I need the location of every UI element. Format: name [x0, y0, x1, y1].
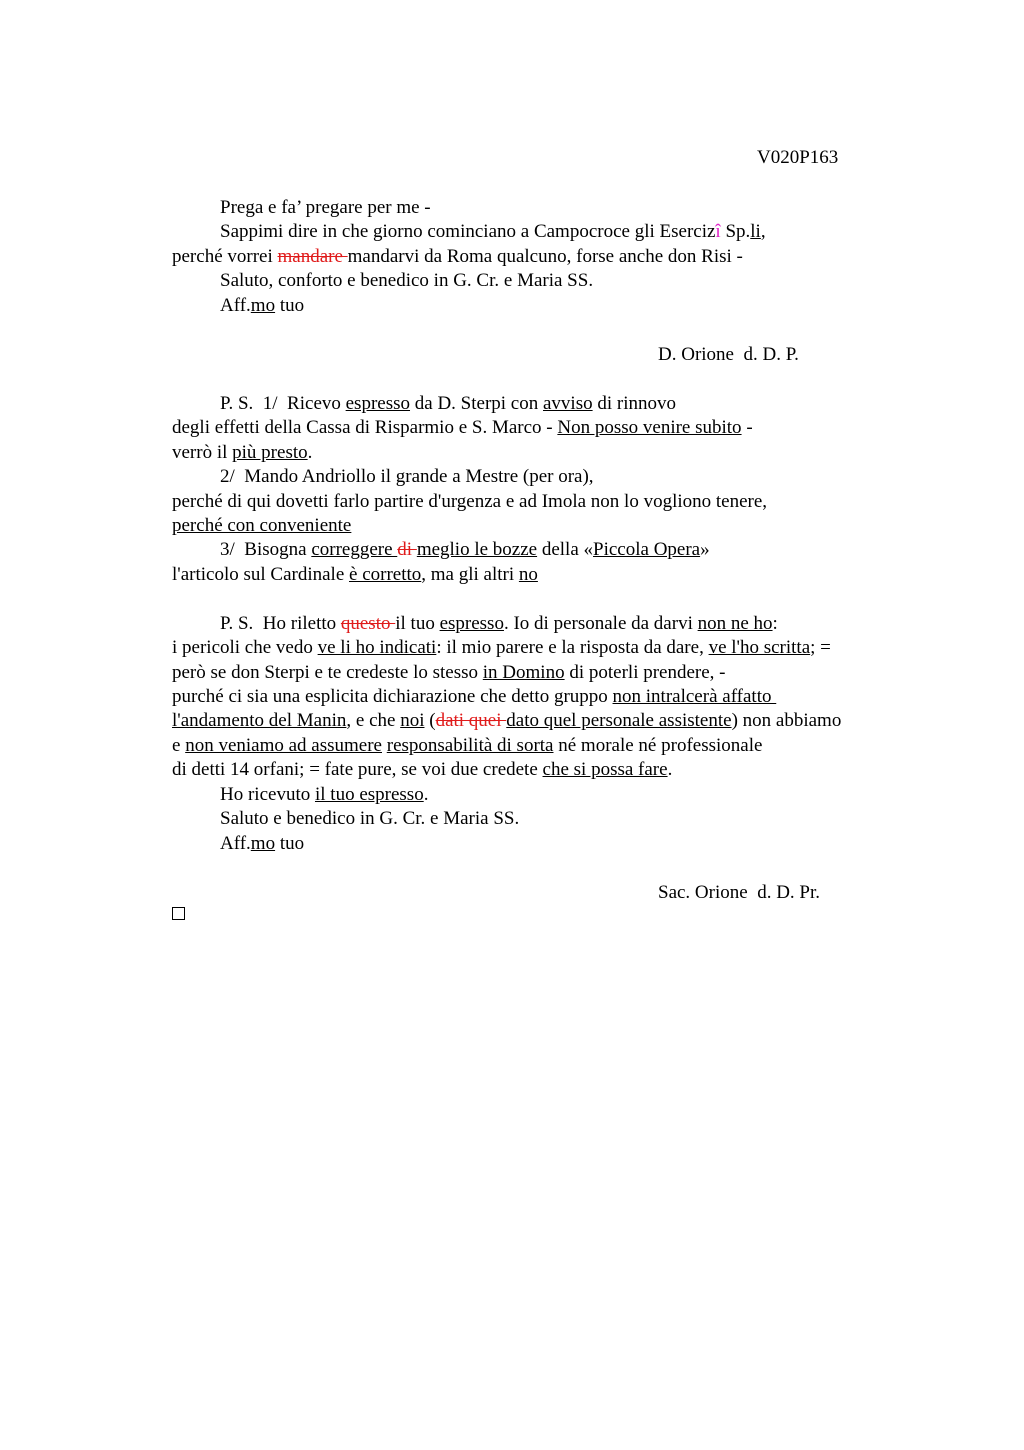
- text-segment: il tuo: [395, 613, 440, 634]
- text-line: [220, 220, 766, 244]
- underlined-text: no: [518, 564, 538, 585]
- accent-character: î: [715, 221, 721, 242]
- text-segment: P. S. Ho riletto: [220, 613, 341, 634]
- text-line: [220, 269, 593, 293]
- text-line: [220, 538, 710, 562]
- underlined-text: Piccola Opera: [593, 539, 701, 560]
- text-segment: però se don Sterpi e te credeste lo stesso: [172, 662, 483, 683]
- underlined-text: noi: [400, 710, 425, 731]
- underlined-text: che si possa fare: [542, 759, 668, 780]
- text-segment: purché ci sia una esplicita dichiarazione che detto gruppo: [172, 686, 613, 707]
- deleted-text: dati quei: [435, 710, 507, 731]
- text-segment: , ma gli altri: [421, 564, 519, 585]
- underlined-text: l'andamento del Manin: [172, 710, 347, 731]
- text-segment: di poterli prendere, -: [564, 662, 726, 683]
- text-segment: Ho ricevuto: [220, 784, 315, 805]
- underlined-text: mo: [250, 833, 276, 854]
- underlined-text: meglio le bozze: [416, 539, 538, 560]
- text-line: [658, 343, 799, 367]
- underlined-text: correggere: [311, 539, 398, 560]
- text-line: [172, 685, 776, 709]
- text-segment: D. Orione d. D. P.: [658, 344, 799, 365]
- text-segment: Prega e fa’ pregare per me -: [220, 197, 431, 218]
- text-segment: perché vorrei: [172, 246, 278, 267]
- text-segment: tuo: [275, 833, 305, 854]
- text-segment: Sac. Orione d. D. Pr.: [658, 882, 821, 903]
- text-segment: .: [423, 784, 429, 805]
- text-segment: .: [307, 442, 313, 463]
- underlined-text: avviso: [543, 393, 593, 414]
- checkbox-square-icon: [172, 907, 185, 920]
- text-line: [172, 514, 351, 538]
- deleted-text: di: [397, 539, 417, 560]
- text-segment: l'articolo sul Cardinale: [172, 564, 350, 585]
- underlined-text: più presto: [232, 442, 308, 463]
- text-segment: degli effetti della Cassa di Risparmio e S. Marco -: [172, 417, 558, 438]
- text-line: [658, 881, 820, 905]
- text-line: [172, 441, 312, 465]
- text-segment: :: [772, 613, 778, 634]
- text-line: [220, 294, 304, 318]
- text-segment: verrò il: [172, 442, 233, 463]
- text-line: [172, 709, 841, 733]
- text-segment: 2/ Mando Andriollo il grande a Mestre (per ora),: [220, 466, 594, 487]
- text-segment: Aff.: [220, 833, 251, 854]
- text-segment: mandarvi da Roma qualcuno, forse anche don Risi -: [347, 246, 743, 267]
- deleted-text: questo: [340, 613, 396, 634]
- text-segment: Saluto e benedico in G. Cr. e Maria SS.: [220, 808, 520, 829]
- text-segment: . Io di personale da darvi: [503, 613, 698, 634]
- text-segment: Aff.: [220, 295, 251, 316]
- underlined-text: in Domino: [482, 662, 565, 683]
- underlined-text: non veniamo ad assumere: [185, 735, 382, 756]
- text-line: [172, 636, 831, 660]
- text-segment: da D. Sterpi con: [410, 393, 543, 414]
- text-segment: Saluto, conforto e benedico in G. Cr. e Maria SS.: [220, 270, 594, 291]
- text-segment: P. S. 1/ Ricevo: [220, 393, 346, 414]
- text-line: [172, 734, 762, 758]
- text-segment: della «: [537, 539, 594, 560]
- text-segment: né morale né professionale: [553, 735, 763, 756]
- text-segment: di rinnovo: [592, 393, 676, 414]
- text-segment: .: [667, 759, 673, 780]
- underlined-text: dato quel personale assistente: [506, 710, 732, 731]
- text-segment: tuo: [275, 295, 305, 316]
- text-line: [220, 783, 428, 807]
- text-segment: 3/ Bisogna: [220, 539, 312, 560]
- text-segment: perché di qui dovetti farlo partire d'urgenza e ad Imola non lo vogliono tenere,: [172, 491, 768, 512]
- underlined-text: perché con conveniente: [172, 515, 352, 536]
- text-line: [172, 758, 672, 782]
- text-line: [172, 416, 753, 440]
- text-line: [172, 563, 538, 587]
- text-segment: ,: [760, 221, 766, 242]
- text-line: [172, 661, 726, 685]
- text-segment: Sp.: [720, 221, 751, 242]
- underlined-text: mo: [250, 295, 276, 316]
- underlined-text: non ne ho: [697, 613, 773, 634]
- underlined-text: espresso: [345, 393, 411, 414]
- underlined-text: è corretto: [349, 564, 422, 585]
- underlined-text: responsabilità di sorta: [386, 735, 554, 756]
- text-segment: i pericoli che vedo: [172, 637, 318, 658]
- text-segment: ; =: [810, 637, 831, 658]
- underlined-text: ve li ho indicati: [317, 637, 437, 658]
- underlined-text: il tuo espresso: [314, 784, 424, 805]
- underlined-text: ve l'ho scritta: [708, 637, 811, 658]
- document-id: V020P163: [757, 147, 839, 168]
- text-segment: (: [424, 710, 436, 731]
- underlined-text: Non posso venire subito: [557, 417, 742, 438]
- underlined-text: espresso: [439, 613, 504, 634]
- text-segment: -: [741, 417, 753, 438]
- text-segment: Sappimi dire in che giorno cominciano a Campocroce gli Eserciz: [220, 221, 716, 242]
- text-line: [220, 465, 594, 489]
- text-segment: »: [700, 539, 710, 560]
- text-line: [220, 832, 304, 856]
- text-line: [220, 612, 778, 636]
- text-line: [220, 392, 676, 416]
- underlined-text: non intralcerà affatto: [612, 686, 777, 707]
- text-line: [220, 807, 519, 831]
- text-segment: ) non abbiamo: [731, 710, 842, 731]
- text-line: [172, 245, 743, 269]
- text-segment: di detti 14 orfani; = fate pure, se voi due credete: [172, 759, 543, 780]
- deleted-text: mandare: [277, 246, 348, 267]
- text-segment: : il mio parere e la risposta da dare,: [436, 637, 709, 658]
- text-segment: e: [172, 735, 186, 756]
- text-line: [220, 196, 431, 220]
- text-line: [172, 490, 767, 514]
- underlined-text: li: [750, 221, 761, 242]
- text-segment: , e che: [346, 710, 401, 731]
